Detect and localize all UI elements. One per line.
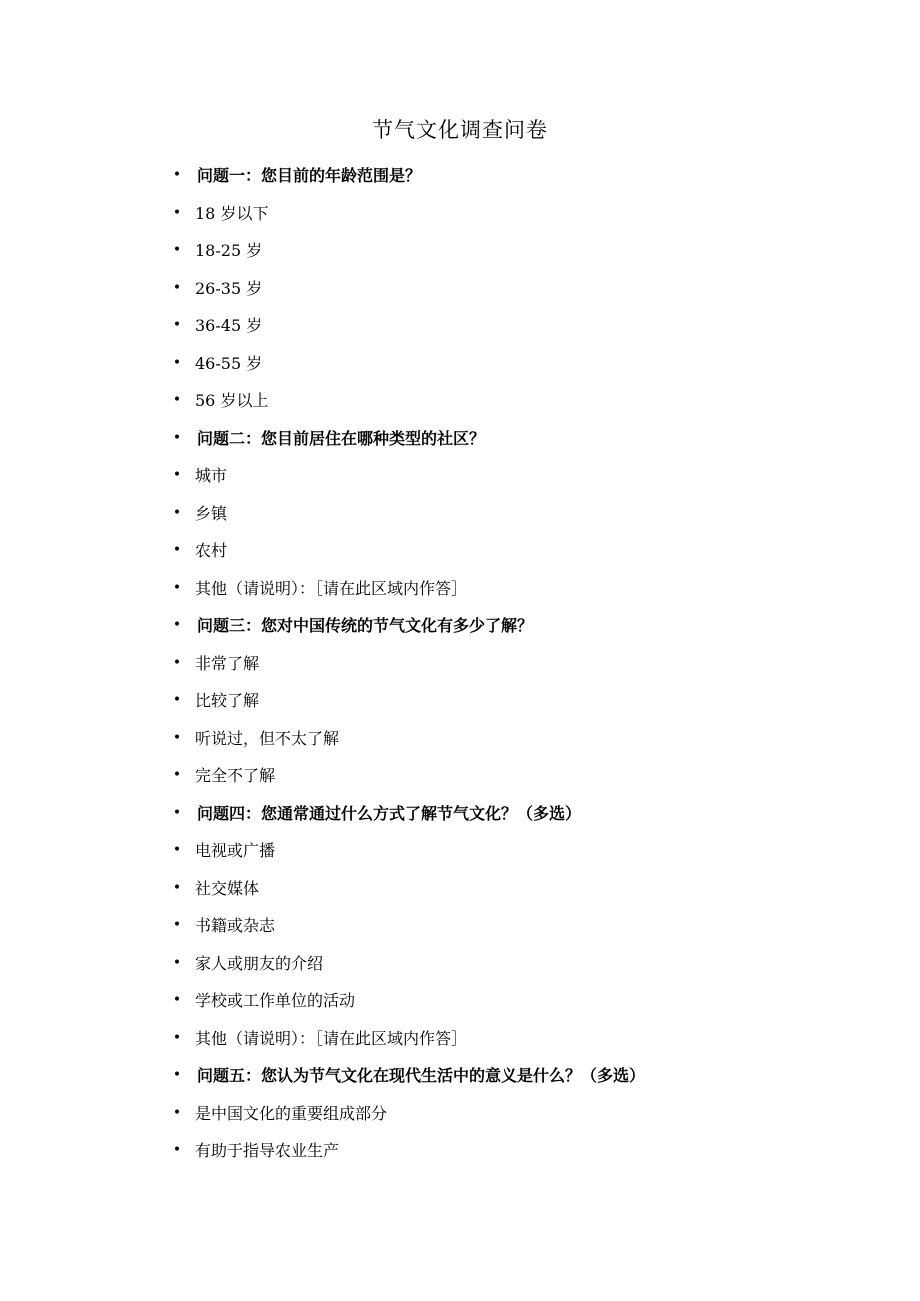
option-text: 有助于指导农业生产 xyxy=(195,1141,340,1160)
bullet-icon: • xyxy=(172,729,182,746)
option-text: 46-55 岁 xyxy=(195,353,263,373)
option-text: 城市 xyxy=(195,466,228,485)
option-text: 社交媒体 xyxy=(195,878,260,898)
option-text: 36-45 岁 xyxy=(195,316,263,335)
bullet-icon: • xyxy=(172,242,182,258)
bullet-icon: • xyxy=(172,167,182,183)
option-text: 家人或朋友的介绍 xyxy=(195,953,324,973)
bullet-icon: • xyxy=(172,1067,182,1083)
bullet-icon: • xyxy=(172,654,182,671)
bullet-icon: • xyxy=(172,692,182,708)
question-text: 问题四：您通常通过什么方式了解节气文化？（多选） xyxy=(197,803,582,823)
option-text: 比较了解 xyxy=(195,691,260,710)
bullet-icon: • xyxy=(172,1029,182,1046)
option-text: 学校或工作单位的活动 xyxy=(195,991,356,1010)
document-title: 节气文化调查问卷 xyxy=(372,118,548,142)
option-text: 听说过，但不太了解 xyxy=(195,728,340,748)
bullet-icon: • xyxy=(172,317,182,333)
option-text: 是中国文化的重要组成部分 xyxy=(195,1103,388,1123)
bullet-icon: • xyxy=(172,1142,182,1158)
option-text: 18 岁以下 xyxy=(195,203,269,223)
bullet-icon: • xyxy=(172,917,182,933)
bullet-icon: • xyxy=(172,992,182,1008)
bullet-icon: • xyxy=(172,354,182,371)
question-text: 问题二：您目前居住在哪种类型的社区？ xyxy=(197,428,486,448)
option-text: 乡镇 xyxy=(195,503,228,523)
bullet-icon: • xyxy=(172,804,182,821)
bullet-icon: • xyxy=(172,617,182,633)
option-text: 书籍或杂志 xyxy=(195,916,276,935)
bullet-icon: • xyxy=(172,279,182,296)
option-text: 完全不了解 xyxy=(195,766,276,785)
bullet-icon: • xyxy=(172,579,182,596)
question-text: 问题三：您对中国传统的节气文化有多少了解？ xyxy=(197,616,534,635)
option-text: 非常了解 xyxy=(195,653,260,673)
bullet-icon: • xyxy=(172,429,182,446)
bullet-icon: • xyxy=(172,542,182,558)
bullet-icon: • xyxy=(172,1104,182,1121)
option-text: 18-25 岁 xyxy=(195,241,263,260)
option-text: 其他（请说明）：［请在此区域内作答］ xyxy=(195,578,468,598)
question-text: 问题五：您认为节气文化在现代生活中的意义是什么？（多选） xyxy=(197,1066,646,1085)
bullet-icon: • xyxy=(172,842,182,858)
option-text: 农村 xyxy=(195,541,228,560)
option-text: 电视或广播 xyxy=(195,841,276,860)
bullet-icon: • xyxy=(172,392,182,408)
question-text: 问题一：您目前的年龄范围是？ xyxy=(197,166,422,185)
bullet-icon: • xyxy=(172,954,182,971)
option-text: 56 岁以上 xyxy=(195,391,269,410)
bullet-icon: • xyxy=(172,204,182,221)
option-text: 其他（请说明）：［请在此区域内作答］ xyxy=(195,1028,468,1048)
bullet-icon: • xyxy=(172,879,182,896)
option-text: 26-35 岁 xyxy=(195,278,263,298)
bullet-icon: • xyxy=(172,767,182,783)
bullet-icon: • xyxy=(172,467,182,483)
bullet-icon: • xyxy=(172,504,182,521)
